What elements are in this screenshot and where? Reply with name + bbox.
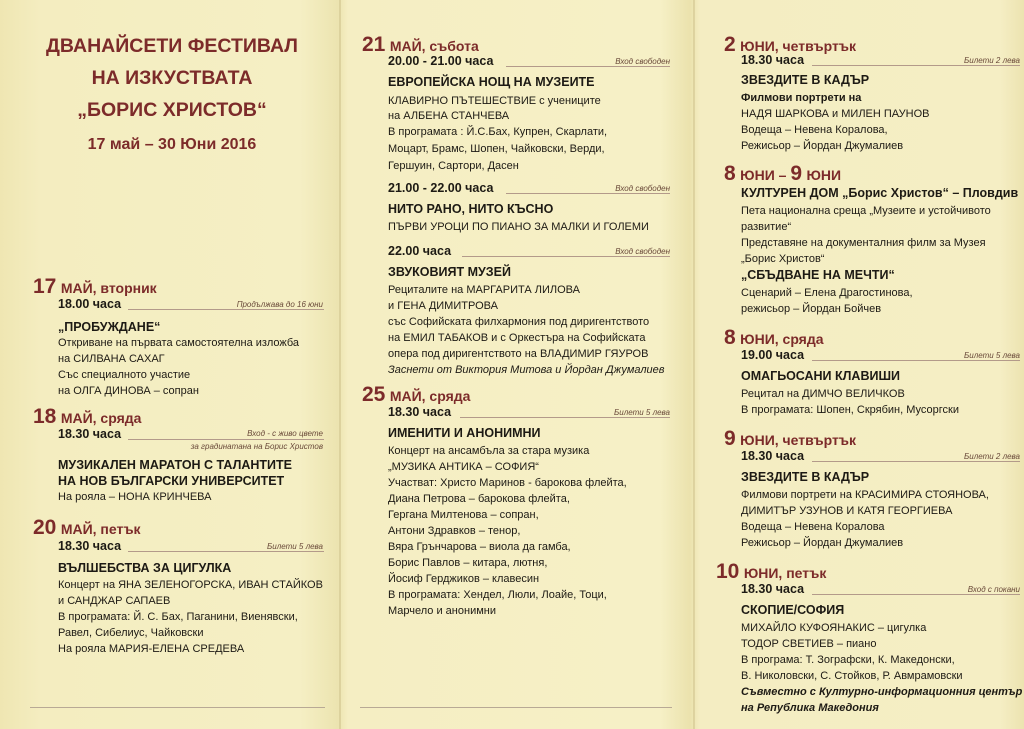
day-label: МАЙ, сряда xyxy=(60,410,142,426)
event-date xyxy=(33,275,157,299)
event-time: 20.00 - 21.00 часа xyxy=(388,54,494,68)
event-date xyxy=(362,383,470,407)
day-number: 17 xyxy=(33,275,57,298)
festival-dates: 17 май – 30 Юни 2016 xyxy=(87,136,257,153)
event-line: В програмата: Шопен, Скрябин, Мусоргски xyxy=(741,404,959,416)
day-number: 8 xyxy=(724,326,736,349)
event-line: В програмата: Й. С. Бах, Паганини, Виенявски, xyxy=(58,611,298,623)
divider xyxy=(128,309,324,310)
event-time: 18.30 часа xyxy=(58,427,122,441)
day-label: ЮНИ, сряда xyxy=(740,331,824,347)
divider xyxy=(460,417,670,418)
event-line: Диана Петрова – барокова флейта, xyxy=(388,493,570,505)
divider xyxy=(812,65,1020,66)
title-line: ДВАНАЙСЕТИ ФЕСТИВАЛ xyxy=(46,35,298,57)
day-label: ЮНИ, четвъртък xyxy=(740,432,857,448)
day-number: 9 xyxy=(790,162,803,185)
fold-line xyxy=(339,0,341,729)
event-line: и ГЕНА ДИМИТРОВА xyxy=(388,300,498,312)
event-note: Билети 2 лева xyxy=(964,56,1020,65)
event-line: Водеща – Невена Коралова, xyxy=(741,124,888,136)
event-line: Сценарий – Елена Драгостинова, xyxy=(741,287,913,299)
event-line: Водеща – Невена Коралова xyxy=(741,521,885,533)
title-line: НА ИЗКУСТВАТА xyxy=(91,67,253,89)
event-time: 18.30 часа xyxy=(58,539,122,553)
divider xyxy=(128,551,324,552)
event-title: ЗВЕЗДИТЕ В КАДЪР xyxy=(741,470,870,484)
event-line: „Борис Христов“ xyxy=(741,253,825,265)
event-line: Вяра Грънчарова – виола да гамба, xyxy=(388,541,571,553)
event-note: Билети 5 лева xyxy=(964,351,1020,360)
event-line: Равел, Сибелиус, Чайковски xyxy=(58,627,204,639)
day-label: МАЙ, събота xyxy=(389,38,479,54)
event-note: Билети 5 лева xyxy=(614,408,670,417)
event-line: Съвместно с Културно-информационния център xyxy=(741,686,1023,698)
event-time: 21.00 - 22.00 часа xyxy=(388,181,494,195)
event-title: ЕВРОПЕЙСКА НОЩ НА МУЗЕИТЕ xyxy=(388,75,595,89)
event-line: опера под диригентството на ВЛАДИМИР ГЯУРОВ xyxy=(388,348,649,360)
event-title: ЗВЕЗДИТЕ В КАДЪР xyxy=(741,73,870,87)
event-date xyxy=(724,427,856,451)
event-line: Филмови портрети на КРАСИМИРА СТОЯНОВА, xyxy=(741,489,989,501)
divider xyxy=(128,439,324,440)
event-line: В. Николовски, С. Стойков, Р. Авмрамовски xyxy=(741,670,963,682)
event-title: МУЗИКАЛЕН МАРАТОН С ТАЛАНТИТЕ xyxy=(58,458,292,472)
event-date xyxy=(716,560,826,584)
event-line: ТОДОР СВЕТИЕВ – пиано xyxy=(741,638,877,650)
event-line: Концерт на ЯНА ЗЕЛЕНОГОРСКА, ИВАН СТАЙКОВ xyxy=(58,579,323,591)
day-number: 25 xyxy=(362,383,386,406)
event-line: На рояла МАРИЯ-ЕЛЕНА СРЕДЕВА xyxy=(58,643,245,655)
event-time: 18.00 часа xyxy=(58,297,122,311)
event-note: Вход свободен xyxy=(615,57,670,66)
event-title: КУЛТУРЕН ДОМ „Борис Христов“ – Пловдив xyxy=(741,186,1019,200)
event-note: Вход свободен xyxy=(615,247,670,256)
event-line: Представяне на документалния филм за Музея xyxy=(741,237,986,249)
event-title: ИМЕНИТИ И АНОНИМНИ xyxy=(388,426,541,440)
event-line: Рецитал на ДИМЧО ВЕЛИЧКОВ xyxy=(741,388,905,400)
event-line: на СИЛВАНА САХАГ xyxy=(58,353,165,365)
divider xyxy=(360,707,672,708)
event-title: СКОПИЕ/СОФИЯ xyxy=(741,603,845,617)
event-note: Билети 5 лева xyxy=(267,542,323,551)
event-title: ВЪЛШЕБСТВА ЗА ЦИГУЛКА xyxy=(58,561,232,575)
event-line: и САНДЖАР САПАЕВ xyxy=(58,595,171,607)
event-title: ЗВУКОВИЯТ МУЗЕЙ xyxy=(388,265,511,279)
day-label: ЮНИ – xyxy=(740,167,791,183)
day-number: 20 xyxy=(33,516,57,539)
day-number: 21 xyxy=(362,33,386,56)
event-line: Участват: Христо Маринов - барокова флейта, xyxy=(388,477,627,489)
event-date xyxy=(724,162,841,186)
event-note: Билети 2 лева xyxy=(964,452,1020,461)
event-date xyxy=(33,405,141,429)
event-line: Филмови портрети на xyxy=(741,92,862,104)
divider xyxy=(812,461,1020,462)
event-line: В програмата : Й.С.Бах, Купрен, Скарлати, xyxy=(388,126,608,138)
event-line: със Софийската филхармония под диригентството xyxy=(388,316,650,328)
event-line: Рециталите на МАРГАРИТА ЛИЛОВА xyxy=(388,284,580,296)
event-time: 18.30 часа xyxy=(741,449,805,463)
event-line: Откриване на първата самостоятелна изложба xyxy=(58,337,300,349)
title-line: „БОРИС ХРИСТОВ“ xyxy=(77,99,267,121)
day-label: МАЙ, сряда xyxy=(389,388,471,404)
event-date xyxy=(33,516,141,540)
divider xyxy=(462,256,670,257)
event-line: В програма: Т. Зографски, К. Македонски, xyxy=(741,654,955,666)
divider xyxy=(506,66,670,67)
event-line: Със специалното участие xyxy=(58,369,191,381)
event-line: развитие“ xyxy=(741,221,792,233)
day-number: 9 xyxy=(724,427,736,450)
divider xyxy=(812,594,1020,595)
event-line: Борис Павлов – китара, лютня, xyxy=(388,557,548,569)
event-line: ДИМИТЪР УЗУНОВ И КАТЯ ГЕОРГИЕВА xyxy=(741,505,953,517)
event-title: „ПРОБУЖДАНЕ“ xyxy=(58,320,161,334)
day-number: 18 xyxy=(33,405,57,428)
event-line: „МУЗИКА АНТИКА – СОФИЯ“ xyxy=(388,461,539,473)
event-title: НИТО РАНО, НИТО КЪСНО xyxy=(388,202,554,216)
day-number: 2 xyxy=(724,33,736,56)
event-title: НА НОВ БЪЛГАРСКИ УНИВЕРСИТЕТ xyxy=(58,474,285,488)
event-line: Пета национална среща „Музеите и устойчивото xyxy=(741,205,991,217)
day-label: ЮНИ, четвъртък xyxy=(740,38,857,54)
divider xyxy=(30,707,325,708)
event-note: за градинатана на Борис Христов xyxy=(190,442,323,451)
event-line: Заснети от Виктория Митова и Йордан Джумалиев xyxy=(388,364,665,376)
event-line: Марчело и анонимни xyxy=(388,605,496,617)
event-line: В програмата: Хендел, Люли, Лоайе, Тоци, xyxy=(388,589,607,601)
event-title: „СБЪДВАНЕ НА МЕЧТИ“ xyxy=(741,268,895,282)
event-line: Йосиф Герджиков – клавесин xyxy=(388,573,540,585)
event-line: НАДЯ ШАРКОВА и МИЛЕН ПАУНОВ xyxy=(741,108,930,120)
day-label: ЮНИ, петък xyxy=(743,565,827,581)
event-line: Антони Здравков – тенор, xyxy=(388,525,521,537)
event-line: ПЪРВИ УРОЦИ ПО ПИАНО ЗА МАЛКИ И ГОЛЕМИ xyxy=(388,221,649,233)
event-note: Вход с покани xyxy=(967,585,1020,594)
event-line: Гергана Милтенова – сопран, xyxy=(388,509,539,521)
event-line: режисьор – Йордан Бойчев xyxy=(741,303,882,315)
divider xyxy=(506,193,670,194)
event-title: ОМАГЬОСАНИ КЛАВИШИ xyxy=(741,369,901,383)
divider xyxy=(812,360,1020,361)
event-time: 19.00 часа xyxy=(741,348,805,362)
event-time: 18.30 часа xyxy=(741,53,805,67)
fold-line xyxy=(693,0,695,729)
event-line: Моцарт, Брамс, Шопен, Чайковски, Верди, xyxy=(388,143,605,155)
event-date xyxy=(724,326,824,350)
event-line: Концерт на ансамбъла за стара музика xyxy=(388,445,590,457)
event-line: на ОЛГА ДИНОВА – сопран xyxy=(58,385,199,397)
event-line: МИХАЙЛО КУФОЯНАКИС – цигулка xyxy=(741,622,927,634)
event-time: 18.30 часа xyxy=(741,582,805,596)
event-line: на АЛБЕНА СТАНЧЕВА xyxy=(388,110,510,122)
event-time: 18.30 часа xyxy=(388,405,452,419)
event-line: Режисьор – Йордан Джумалиев xyxy=(741,537,904,549)
day-label: МАЙ, вторник xyxy=(60,280,157,296)
festival-title xyxy=(22,30,322,126)
day-label: МАЙ, петък xyxy=(60,521,141,537)
event-line: на ЕМИЛ ТАБАКОВ и с Оркестъра на Софийската xyxy=(388,332,646,344)
day-number: 10 xyxy=(716,560,740,583)
event-note: Вход свободен xyxy=(615,184,670,193)
event-note: Вход - с живо цвете xyxy=(247,429,323,438)
event-line: Гершуин, Сартори, Дасен xyxy=(388,160,519,172)
event-line: на Република Македония xyxy=(741,702,879,714)
day-label: ЮНИ xyxy=(806,167,842,183)
event-line: Режисьор – Йордан Джумалиев xyxy=(741,140,904,152)
day-number: 8 xyxy=(724,162,736,185)
event-line: На рояла – НОНА КРИНЧЕВА xyxy=(58,491,212,503)
event-time: 22.00 часа xyxy=(388,244,452,258)
event-note: Продължава до 16 юни xyxy=(236,300,323,309)
event-line: КЛАВИРНО ПЪТЕШЕСТВИЕ с учениците xyxy=(388,95,601,107)
